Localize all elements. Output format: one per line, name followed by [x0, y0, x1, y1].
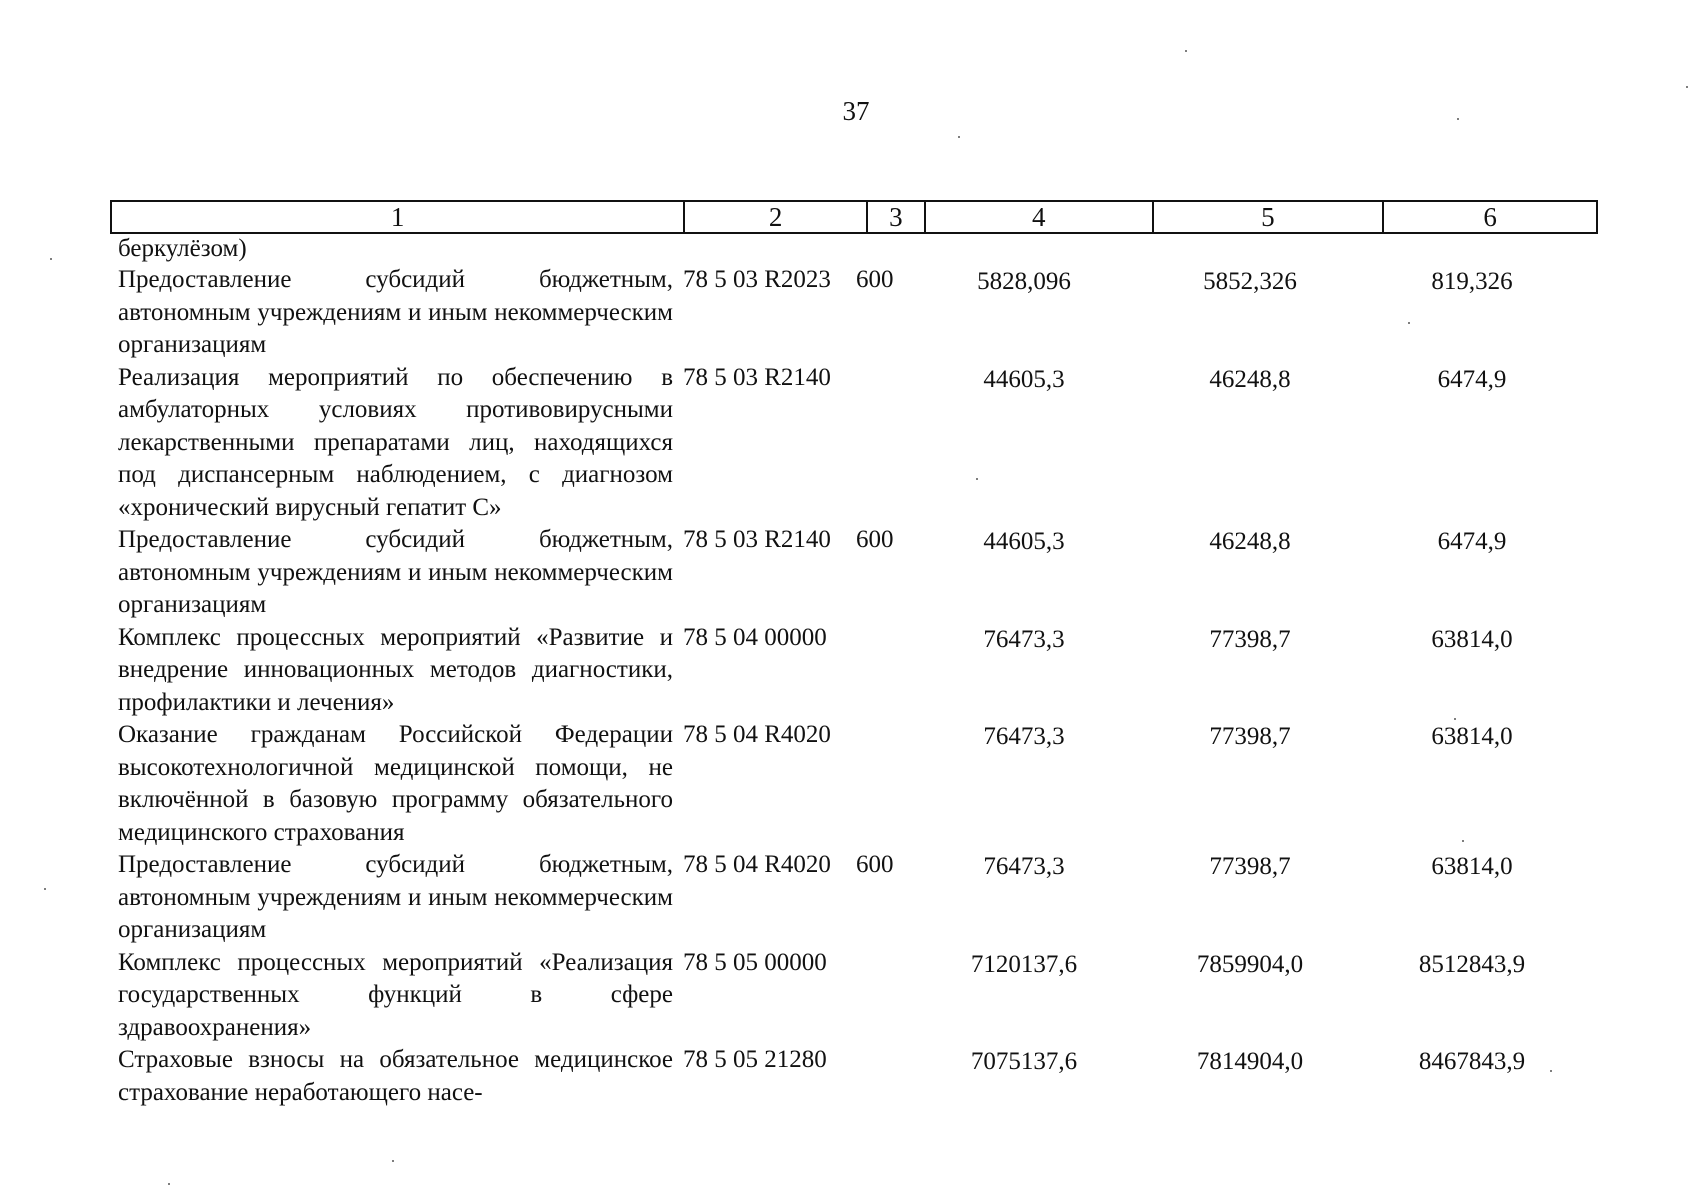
scan-speck	[1462, 840, 1464, 842]
scan-speck	[392, 1160, 394, 1162]
row-value-col4: 44605,3	[983, 528, 1065, 555]
row-name: Реализация мероприятий по обеспечению в амбулаторных условиях противовирусными лекарственными препаратами лиц, находящихся под диспансерным наблюдением, с диагнозом «хронический вирусный гепатит С»	[118, 363, 673, 521]
row-name: Предоставление субсидий бюджетным, автономным учреждениям и иным некоммерческим организациям	[118, 266, 673, 358]
scan-speck	[1408, 322, 1410, 324]
header-col-6: 6	[1483, 202, 1497, 232]
scan-speck	[1550, 1070, 1552, 1072]
header-col-1: 1	[112, 202, 685, 232]
row-code: 78 5 04 R4020	[683, 721, 831, 748]
continuation-text: беркулёзом)	[118, 235, 247, 262]
header-col-4: 4	[926, 202, 1154, 232]
row-value-col4: 7120137,6	[970, 950, 1078, 978]
scan-speck	[50, 258, 52, 260]
row-value-col4: 5828,096	[977, 268, 1071, 295]
row-value-col4: 7075137,6	[970, 1048, 1078, 1075]
row-code: 78 5 03 R2023	[683, 266, 831, 293]
row-value-col6: 6474,9	[1437, 528, 1507, 555]
row-vr: 600	[856, 851, 894, 878]
table-row	[118, 719, 1598, 849]
row-value-col4: 76473,3	[983, 723, 1065, 750]
row-name: Комплекс процессных мероприятий «Реализация государственных функций в сфере здравоохранения»	[118, 948, 673, 1041]
row-code: 78 5 03 R2140	[683, 526, 831, 553]
page-number: 37	[842, 96, 870, 126]
table-body	[118, 234, 1598, 1109]
scan-speck	[1454, 718, 1456, 720]
row-value-col5: 77398,7	[1209, 853, 1291, 880]
row-value-col6: 819,326	[1431, 268, 1513, 295]
row-name: Предоставление субсидий бюджетным, автономным учреждениям и иным некоммерческим организациям	[118, 526, 673, 618]
row-vr	[856, 622, 914, 720]
table-header	[110, 200, 1598, 234]
row-value-col6: 8512843,9	[1418, 950, 1526, 978]
row-value-col5: 46248,8	[1209, 365, 1291, 393]
row-name: Предоставление субсидий бюджетным, автономным учреждениям и иным некоммерческим организациям	[118, 851, 673, 943]
scan-speck	[1457, 118, 1459, 120]
row-value-col6: 63814,0	[1431, 625, 1513, 653]
row-name: Оказание гражданам Российской Федерации высокотехнологичной медицинской помощи, не включённой в базовую программу обязательного медицинского страхования	[118, 721, 673, 846]
scan-speck	[168, 1183, 170, 1185]
row-value-col5: 5852,326	[1203, 268, 1297, 295]
table-row	[118, 947, 1598, 1045]
row-code: 78 5 05 00000	[683, 948, 827, 976]
scan-speck	[1686, 86, 1688, 88]
scan-speck	[44, 888, 46, 890]
row-code: 78 5 05 21280	[683, 1046, 827, 1073]
row-vr	[856, 719, 914, 849]
row-value-col5: 77398,7	[1209, 625, 1291, 653]
row-vr: 600	[856, 266, 894, 293]
row-value-col6: 8467843,9	[1418, 1048, 1526, 1075]
scan-speck	[976, 478, 978, 480]
header-col-2: 2	[685, 202, 868, 232]
row-value-col4: 44605,3	[983, 365, 1065, 393]
row-vr	[856, 362, 914, 525]
row-code: 78 5 04 00000	[683, 623, 827, 651]
row-name: Комплекс процессных мероприятий «Развитие и внедрение инновационных методов диагностики, профилактики и лечения»	[118, 623, 673, 716]
header-col-5: 5	[1154, 202, 1385, 232]
row-value-col6: 6474,9	[1437, 365, 1507, 393]
row-vr	[856, 1044, 914, 1109]
row-value-col5: 77398,7	[1209, 723, 1291, 750]
row-value-col5: 46248,8	[1209, 528, 1291, 555]
row-code: 78 5 03 R2140	[683, 363, 831, 391]
header-col-3: 3	[868, 202, 926, 232]
row-value-col5: 7859904,0	[1196, 950, 1304, 978]
row-name: Страховые взносы на обязательное медицинское страхование неработающего насе-	[118, 1046, 673, 1106]
table-row	[118, 264, 1598, 362]
table-row	[118, 1044, 1598, 1109]
row-value-col5: 7814904,0	[1196, 1048, 1304, 1075]
row-value-col6: 63814,0	[1431, 853, 1513, 880]
row-value-col4: 76473,3	[983, 625, 1065, 653]
table-row	[118, 622, 1598, 720]
row-value-col6: 63814,0	[1431, 723, 1513, 750]
row-code: 78 5 04 R4020	[683, 851, 831, 878]
table-row	[118, 849, 1598, 947]
row-vr: 600	[856, 526, 894, 553]
scan-speck	[1185, 50, 1187, 52]
row-value-col4: 76473,3	[983, 853, 1065, 880]
table-row	[118, 362, 1598, 525]
scan-speck	[958, 136, 960, 138]
row-vr	[856, 947, 914, 1045]
table-row	[118, 524, 1598, 622]
